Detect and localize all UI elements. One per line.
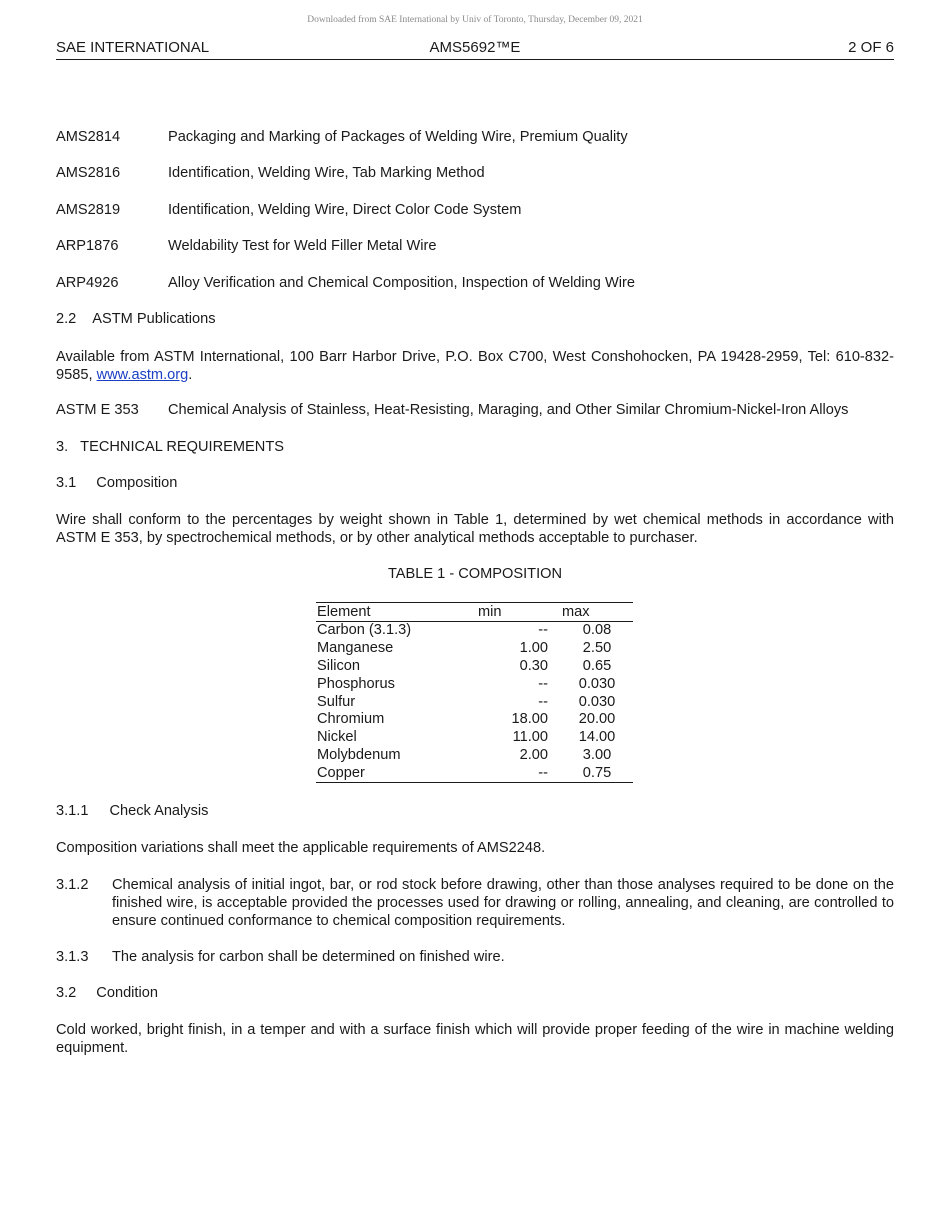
table-row bbox=[316, 658, 633, 676]
cell-min: -- bbox=[538, 675, 548, 692]
table-row bbox=[316, 693, 633, 711]
section-3-1-2-paragraph bbox=[56, 876, 894, 930]
cell-element: Phosphorus bbox=[317, 675, 395, 692]
composition-table bbox=[316, 602, 633, 783]
reference-code: ARP4926 bbox=[56, 275, 119, 291]
cell-element: Sulfur bbox=[317, 693, 356, 710]
table-row bbox=[316, 764, 633, 782]
cell-element: Nickel bbox=[317, 729, 357, 746]
column-header-max: max bbox=[561, 603, 633, 622]
column-header-min: min bbox=[477, 603, 561, 622]
condition-paragraph: Cold worked, bright finish, in a temper and with a surface finish which will provide proper feeding of the wire in machine welding equipment. bbox=[56, 1022, 894, 1056]
astm-availability-text: Available from ASTM International, 100 Barr Harbor Drive, P.O. Box C700, West Conshohocken, PA 19428-2959, Tel: 610-832-9585, bbox=[56, 349, 894, 383]
header-doc-number: AMS5692™E bbox=[429, 39, 521, 56]
cell-element: Silicon bbox=[317, 657, 360, 674]
reference-title: Packaging and Marking of Packages of Welding Wire, Premium Quality bbox=[168, 129, 628, 145]
reference-title: Chemical Analysis of Stainless, Heat-Resisting, Maraging, and Other Similar Chromium-Nickel-Iron Alloys bbox=[168, 402, 849, 418]
column-header-element: Element bbox=[316, 603, 477, 622]
cell-max: 0.75 bbox=[582, 764, 612, 781]
table-row bbox=[316, 747, 633, 765]
cell-element: Manganese bbox=[317, 640, 394, 657]
cell-min: 0.30 bbox=[519, 657, 548, 674]
cell-max: 14.00 bbox=[578, 729, 616, 746]
section-number: 3.2 bbox=[56, 985, 77, 1001]
cell-min: 11.00 bbox=[512, 729, 548, 746]
table-row bbox=[316, 675, 633, 693]
section-3-1-1-heading bbox=[56, 803, 208, 819]
table-caption: TABLE 1 - COMPOSITION bbox=[387, 566, 563, 582]
cell-element: Copper bbox=[317, 764, 365, 781]
table-row bbox=[316, 622, 633, 640]
section-3-2-heading bbox=[56, 985, 158, 1001]
header-page-number: 2 OF 6 bbox=[848, 39, 894, 56]
reference-code: AMS2814 bbox=[56, 129, 121, 145]
header-publisher: SAE INTERNATIONAL bbox=[56, 39, 210, 56]
download-note: Downloaded from SAE International by Univ of Toronto, Thursday, December 09, 2021 bbox=[307, 15, 643, 25]
astm-availability-paragraph bbox=[56, 348, 894, 384]
section-3-1-2-text: Chemical analysis of initial ingot, bar, or rod stock before drawing, other than those analyses required to be done on the finished wire, is acceptable provided the processes used for drawing or rolling, annealing, and cleaning, are controlled to ensure continued conformance to chemical composition requirements. bbox=[112, 877, 894, 929]
section-2-2-heading bbox=[56, 311, 216, 327]
cell-min: 2.00 bbox=[519, 746, 548, 763]
cell-min: -- bbox=[538, 622, 548, 639]
page-header bbox=[56, 39, 894, 60]
section-title: TECHNICAL REQUIREMENTS bbox=[80, 439, 284, 455]
section-title: Check Analysis bbox=[109, 803, 209, 819]
cell-max: 0.08 bbox=[582, 622, 612, 639]
section-title: ASTM Publications bbox=[92, 311, 216, 327]
reference-title: Alloy Verification and Chemical Composition, Inspection of Welding Wire bbox=[168, 275, 635, 291]
reference-code: AMS2816 bbox=[56, 165, 121, 181]
cell-min: 18.00 bbox=[511, 711, 548, 728]
cell-max: 20.00 bbox=[578, 711, 616, 728]
reference-code: AMS2819 bbox=[56, 202, 121, 218]
astm-website-link[interactable]: www.astm.org bbox=[96, 367, 189, 383]
section-number: 3.1.1 bbox=[56, 803, 89, 819]
section-title: Composition bbox=[96, 475, 178, 491]
section-number: 3.1.3 bbox=[56, 949, 89, 965]
table-row bbox=[316, 729, 633, 747]
cell-element: Molybdenum bbox=[317, 746, 401, 763]
composition-paragraph: Wire shall conform to the percentages by weight shown in Table 1, determined by wet chemical methods in accordance with ASTM E 353, by spectrochemical methods, or by other analytical methods acceptable to purchaser. bbox=[56, 512, 894, 546]
table-row bbox=[316, 711, 633, 729]
astm-trailing-period: . bbox=[188, 367, 193, 383]
section-3-1-3-paragraph bbox=[56, 948, 894, 966]
reference-title: Weldability Test for Weld Filler Metal Wire bbox=[168, 238, 437, 254]
section-3-1-heading bbox=[56, 475, 177, 491]
cell-max: 0.65 bbox=[582, 657, 612, 674]
section-title: Condition bbox=[96, 985, 158, 1001]
reference-code: ASTM E 353 bbox=[56, 402, 139, 418]
cell-max: 3.00 bbox=[582, 746, 612, 763]
section-3-1-3-text: The analysis for carbon shall be determined on finished wire. bbox=[112, 949, 505, 965]
cell-max: 0.030 bbox=[578, 693, 616, 710]
section-3-heading bbox=[56, 439, 284, 455]
reference-code: ARP1876 bbox=[56, 238, 119, 254]
cell-max: 2.50 bbox=[582, 640, 612, 657]
cell-element: Chromium bbox=[317, 711, 385, 728]
table-header-row bbox=[316, 603, 633, 622]
cell-min: -- bbox=[538, 693, 548, 710]
cell-min: -- bbox=[538, 764, 548, 781]
cell-max: 0.030 bbox=[578, 675, 616, 692]
reference-title: Identification, Welding Wire, Direct Color Code System bbox=[168, 202, 522, 218]
table-row bbox=[316, 640, 633, 658]
section-number: 2.2 bbox=[56, 311, 77, 327]
section-number: 3.1 bbox=[56, 475, 77, 491]
section-number: 3.1.2 bbox=[56, 877, 89, 893]
section-number: 3. bbox=[56, 439, 69, 455]
cell-min: 1.00 bbox=[519, 640, 548, 657]
check-analysis-paragraph: Composition variations shall meet the applicable requirements of AMS2248. bbox=[56, 840, 546, 856]
reference-title: Identification, Welding Wire, Tab Marking Method bbox=[168, 165, 485, 181]
cell-element: Carbon (3.1.3) bbox=[317, 622, 412, 639]
